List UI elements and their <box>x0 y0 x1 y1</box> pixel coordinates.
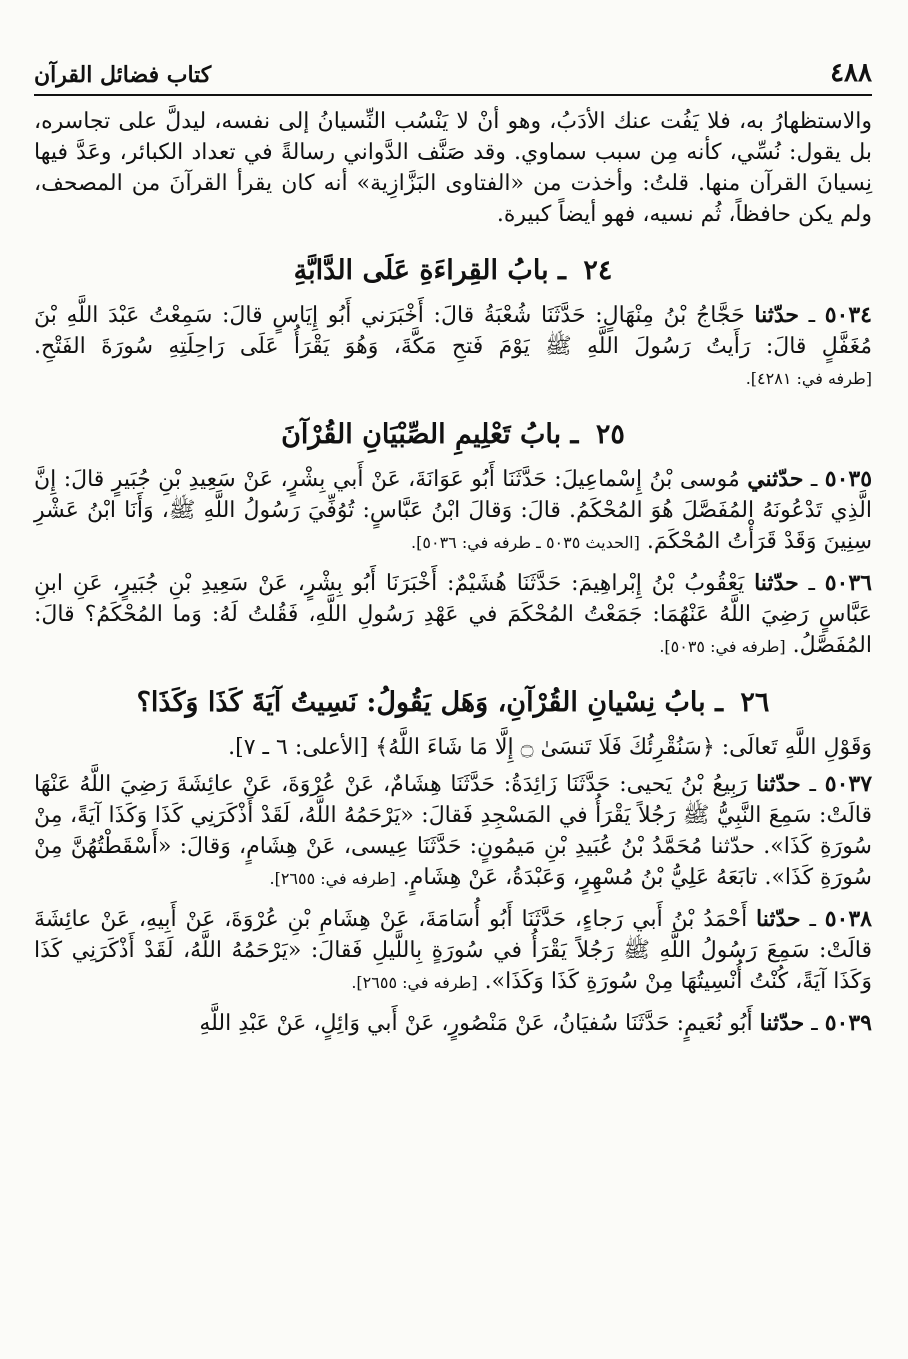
hadith-number: ٥٠٣٧ <box>824 771 873 797</box>
quran-verse: وَقَوْلِ اللَّهِ تَعالَى: ﴿سَنُقْرِئُكَ فَلَا تَنسَىٰ ۝ إِلَّا مَا شَاءَ اللَّهُ﴾ [الأعلى: ٦ ـ ٧]. <box>228 735 872 760</box>
hadith-text: مُوسى بْنُ إِسْماعِيلَ: حَدَّثَنَا أَبُو عَوَانَةَ، عَنْ أَبي بِشْرٍ، عَنْ سَعِيدِ بْنِ جُبَيرٍ قالَ: إِنَّ الَّذِي تَدْعُونَهُ المُفَصَّلَ هُوَ المُحْكَمُ. قالَ: وَقالَ ابْنُ عَبَّاسٍ: تُوُفِّيَ رَسُولُ اللَّهِ ﷺ، وَأَنَا ابْنُ عَشْرِ سِنِينَ وَقَدْ قَرَأْتُ المُحْكَمَ. <box>34 467 872 554</box>
hadith-entry: ٥٠٣٧ ـ حدّثنا رَبِيعُ بْنُ يَحيى: حَدَّثَنَا زَائِدَةُ: حَدَّثَنَا هِشَامٌ، عَنْ عُرْوَةَ، عَنْ عائِشَةَ رَضِيَ اللَّهُ عَنْهَا قالَتْ: سَمِعَ النَّبِيُّ ﷺ رَجُلاً يَقْرَأُ في المَسْجِدِ فَقالَ: «يَرْحَمُهُ اللَّهُ، لَقَدْ أَذْكَرَنِي كَذَا وَكَذَا آيَةً، مِنْ سُورَةِ كَذَا». حدّثنا مُحَمَّدُ بْنُ عُبَيدِ بْنِ مَيمُونٍ: حَدَّثَنَا عِيسى، عَنْ هِشَامٍ، وَقالَ: «أَسْقَطْتُهُنَّ مِنْ سُورَةِ كَذَا». تابَعَهُ عَلِيُّ بْنُ مُسْهِرٍ، وَعَبْدَةُ، عَنْ هِشَامٍ. [طرفه في: ٢٦٥٥]. <box>34 771 873 890</box>
intro-paragraph: والاستظهارُ به، فلا يَفُت عنك الأدَبُ، وهو أنْ لا يَنْسُب النِّسيانُ إلى نفسه، ليدلَّ على تجاسره، بل يقول: نُسِّي، كأنه مِن سبب سماوي. وقد صَنَّف الدَّواني رسالةً في تعداد الكبائر، وعَدَّ فيها نِسيانَ القرآن منها. قلتُ: وأخذت من «الفتاوى البَزَّازِية» أنه كان يقرأ القرآنَ من المصحف، ولم يكن حافظاً، ثُم نسيه، فهو أيضاً كبيرة. <box>34 109 872 227</box>
page-number: ٤٨٨ <box>830 58 872 88</box>
hadith-narration-word: حدّثني <box>747 466 804 492</box>
page-body <box>34 106 872 1039</box>
hadith-number: ٥٠٣٦ <box>824 570 872 596</box>
hadith-text: حَجَّاجُ بْنُ مِنْهَالٍ: حَدَّثَنَا شُعْبَةُ قالَ: أَخْبَرَني أَبُو إِيَاسٍ قالَ: سَمِعْتُ عَبْدَ اللَّهِ بْنَ مُغَفَّلٍ قالَ: رَأَيتُ رَسُولَ اللَّهِ ﷺ يَوْمَ فَتحِ مَكَّةَ، وَهُوَ يَقْرَأُ عَلَى رَاحِلَتِهِ سُورَةَ الفَتْحِ. <box>34 303 872 359</box>
chapter-heading: ٢٦ ـ بابُ نِسْيانِ القُرْآنِ، وَهَل يَقُولُ: نَسِيتُ آيَةَ كَذَا وَكَذَا؟ <box>136 687 770 718</box>
hadith-number: ٥٠٣٩ <box>824 1010 872 1036</box>
chapter-heading: ٢٥ ـ بابُ تَعْلِيمِ الصِّبْيَانِ القُرْآنَ <box>281 419 625 450</box>
chapter-title: بابُ نِسْيانِ القُرْآنِ، وَهَل يَقُولُ: نَسِيتُ آيَةَ كَذَا وَكَذَا؟ <box>136 687 706 718</box>
hadith-entry: ٥٠٣٩ ـ حدّثنا أَبُو نُعَيمٍ: حَدَّثَنَا سُفيَانُ، عَنْ مَنْصُورٍ، عَنْ أَبي وَائِلٍ، عَنْ عَبْدِ اللَّهِ <box>199 1010 872 1036</box>
hadith-entry: ٥٠٣٥ ـ حدّثني مُوسى بْنُ إِسْماعِيلَ: حَدَّثَنَا أَبُو عَوَانَةَ، عَنْ أَبي بِشْرٍ، عَنْ سَعِيدِ بْنِ جُبَيرٍ قالَ: إِنَّ الَّذِي تَدْعُونَهُ المُفَصَّلَ هُوَ المُحْكَمُ. قالَ: وَقالَ ابْنُ عَبَّاسٍ: تُوُفِّيَ رَسُولُ اللَّهِ ﷺ، وَأَنَا ابْنُ عَشْرِ سِنِينَ وَقَدْ قَرَأْتُ المُحْكَمَ. [الحديث ٥٠٣٥ ـ طرفه في: ٥٠٣٦]. <box>34 466 873 554</box>
chapter-number: ٢٦ <box>740 687 770 718</box>
chapter-title: بابُ القِراءَةِ عَلَى الدَّابَّةِ <box>293 255 549 286</box>
hadith-entry: ٥٠٣٨ ـ حدّثنا أَحْمَدُ بْنُ أَبي رَجاءٍ، حَدَّثَنَا أَبُو أُسَامَةَ، عَنْ هِشَامِ بْنِ عُرْوَةَ، عَنْ أَبِيهِ، عَنْ عائِشَةَ قالَتْ: سَمِعَ رَسُولُ اللَّهِ ﷺ رَجُلاً يَقْرَأُ في سُورَةٍ بِاللَّيلِ فَقالَ: «يَرْحَمُهُ اللَّهُ، لَقَدْ أَذْكَرَنِي كَذَا وَكَذَا آيَةً، كُنْتُ أُنْسِيتُهَا مِنْ سُورَةِ كَذَا وَكَذَا». [طرفه في: ٢٦٥٥]. <box>34 906 872 994</box>
hadith-text: أَحْمَدُ بْنُ أَبي رَجاءٍ، حَدَّثَنَا أَبُو أُسَامَةَ، عَنْ هِشَامِ بْنِ عُرْوَةَ، عَنْ أَبِيهِ، عَنْ عائِشَةَ قالَتْ: سَمِعَ رَسُولُ اللَّهِ ﷺ رَجُلاً يَقْرَأُ في سُورَةٍ بِاللَّيلِ فَقالَ: «يَرْحَمُهُ اللَّهُ، لَقَدْ أَذْكَرَنِي كَذَا وَكَذَا آيَةً، كُنْتُ أُنْسِيتُهَا مِنْ سُورَةِ كَذَا وَكَذَا». <box>34 907 872 994</box>
hadith-reference: [طرفه في: ٢٦٥٥]. <box>269 869 396 888</box>
hadith-narration-word: حدّثنا <box>754 570 799 596</box>
hadith-number: ٥٠٣٤ <box>824 302 872 328</box>
page-header <box>34 48 872 88</box>
hadith-number: ٥٠٣٥ <box>824 466 873 492</box>
hadith-number: ٥٠٣٨ <box>824 906 872 932</box>
hadith-entry: ٥٠٣٤ ـ حدّثنا حَجَّاجُ بْنُ مِنْهَالٍ: حَدَّثَنَا شُعْبَةُ قالَ: أَخْبَرَني أَبُو إِيَاسٍ قالَ: سَمِعْتُ عَبْدَ اللَّهِ بْنَ مُغَفَّلٍ قالَ: رَأَيتُ رَسُولَ اللَّهِ ﷺ يَوْمَ فَتحِ مَكَّةَ، وَهُوَ يَقْرَأُ عَلَى رَاحِلَتِهِ سُورَةَ الفَتْحِ. [طرفه في: ٤٢٨١]. <box>34 302 872 388</box>
hadith-reference: [الحديث ٥٠٣٥ ـ طرفه في: ٥٠٣٦]. <box>411 533 640 552</box>
chapter-number: ٢٤ <box>583 255 613 286</box>
running-title: كتاب فضائل القرآن <box>34 62 212 88</box>
chapter-heading: ٢٤ ـ بابُ القِراءَةِ عَلَى الدَّابَّةِ <box>293 255 613 286</box>
chapter-number: ٢٥ <box>595 419 625 450</box>
hadith-entry: ٥٠٣٦ ـ حدّثنا يَعْقُوبُ بْنُ إِبْراهِيمَ: حَدَّثَنَا هُشَيْمٌ: أَخْبَرَنَا أَبُو بِشْرٍ، عَنْ سَعِيدِ بْنِ جُبَيرٍ، عَنِ ابنِ عَبَّاسٍ رَضِيَ اللَّهُ عَنْهُمَا: جَمَعْتُ المُحْكَمَ في عَهْدِ رَسُولِ اللَّهِ، فَقُلتُ لَهُ: وَما المُحْكَمُ؟ قالَ: المُفَصَّلُ. [طرفه في: ٥٠٣٥]. <box>34 570 872 658</box>
hadith-reference: [طرفه في: ٤٢٨١]. <box>745 369 872 388</box>
hadith-narration-word: حدّثنا <box>754 302 799 328</box>
chapter-title: بابُ تَعْلِيمِ الصِّبْيَانِ القُرْآنَ <box>281 419 562 450</box>
header-rule <box>34 94 872 96</box>
hadith-reference: [طرفه في: ٥٠٣٥]. <box>659 637 786 656</box>
hadith-narration-word: حدّثنا <box>759 1010 805 1036</box>
hadith-reference: [طرفه في: ٢٦٥٥]. <box>351 973 478 992</box>
hadith-narration-word: حدّثنا <box>756 906 801 932</box>
hadith-text: يَعْقُوبُ بْنُ إِبْراهِيمَ: حَدَّثَنَا هُشَيْمٌ: أَخْبَرَنَا أَبُو بِشْرٍ، عَنْ سَعِيدِ بْنِ جُبَيرٍ، عَنِ ابنِ عَبَّاسٍ رَضِيَ اللَّهُ عَنْهُمَا: جَمَعْتُ المُحْكَمَ في عَهْدِ رَسُولِ اللَّهِ، فَقُلتُ لَهُ: وَما المُحْكَمُ؟ قالَ: المُفَصَّلُ. <box>34 571 872 658</box>
hadith-narration-word: حدّثنا <box>756 771 801 797</box>
hadith-text: رَبِيعُ بْنُ يَحيى: حَدَّثَنَا زَائِدَةُ: حَدَّثَنَا هِشَامٌ، عَنْ عُرْوَةَ، عَنْ عائِشَةَ رَضِيَ اللَّهُ عَنْهَا قالَتْ: سَمِعَ النَّبِيُّ ﷺ رَجُلاً يَقْرَأُ في المَسْجِدِ فَقالَ: «يَرْحَمُهُ اللَّهُ، لَقَدْ أَذْكَرَنِي كَذَا وَكَذَا آيَةً، مِنْ سُورَةِ كَذَا». حدّثنا مُحَمَّدُ بْنُ عُبَيدِ بْنِ مَيمُونٍ: حَدَّثَنَا عِيسى، عَنْ هِشَامٍ، وَقالَ: «أَسْقَطْتُهُنَّ مِنْ سُورَةِ كَذَا». تابَعَهُ عَلِيُّ بْنُ مُسْهِرٍ، وَعَبْدَةُ، عَنْ هِشَامٍ. <box>34 772 872 890</box>
hadith-text: أَبُو نُعَيمٍ: حَدَّثَنَا سُفيَانُ، عَنْ مَنْصُورٍ، عَنْ أَبي وَائِلٍ، عَنْ عَبْدِ اللَّهِ <box>199 1011 753 1036</box>
